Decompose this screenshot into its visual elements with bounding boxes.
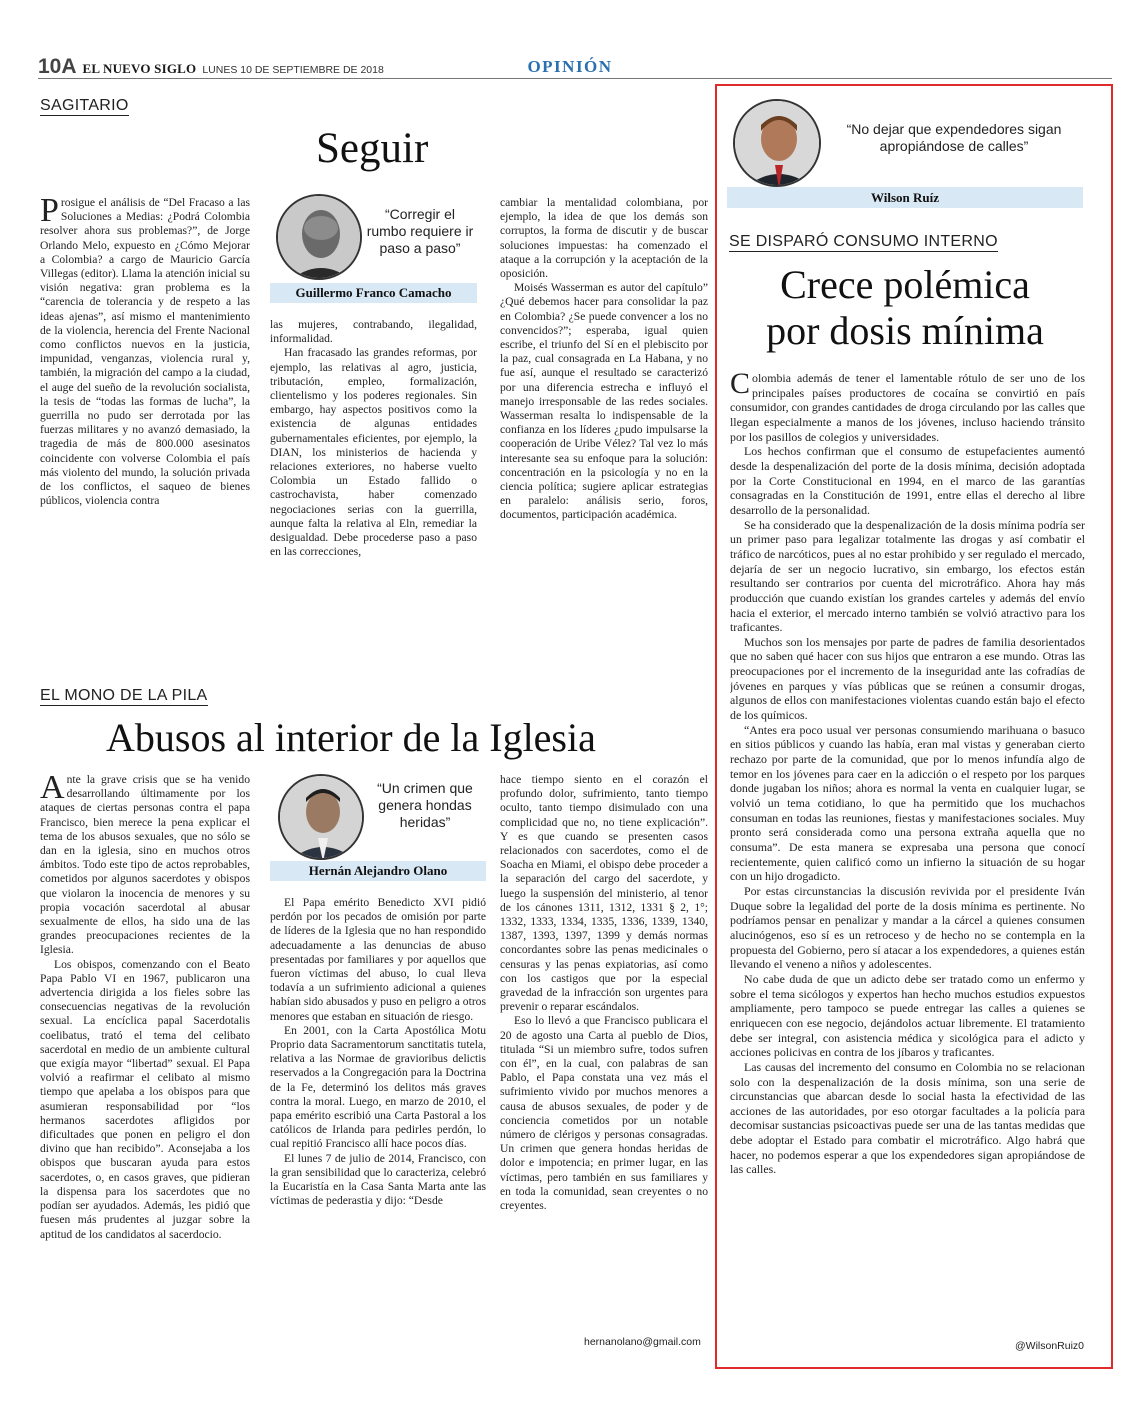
author-twitter-handle[interactable]: @WilsonRuiz0 xyxy=(1015,1340,1085,1352)
article1-kicker: SAGITARIO xyxy=(40,97,129,114)
publication-date: LUNES 10 DE SEPTIEMBRE DE 2018 xyxy=(202,64,384,76)
article3-author-bar xyxy=(727,187,1083,208)
article2-author-name: Hernán Alejandro Olano xyxy=(308,863,448,878)
dropcap: P xyxy=(40,196,59,229)
dropcap: C xyxy=(730,371,751,400)
article3-kicker: SE DISPARÓ CONSUMO INTERNO xyxy=(729,233,998,250)
article1-column-2: las mujeres, contrabando, ilegalidad, informalidad. Han fracasado las grandes reformas, por ejemplo, las relativas al agro, justicia, tributación, empleo, formalización, clientelismo y los poderes regionales. Sin embargo, hay aspectos positivos como la existencia de algunas entidades gubernamentales eficientes, por ejemplo, la DIAN, los ministerios de hacienda y relaciones exteriores, no haberse vuelto Colombia un Estado fallido o castrochavista, haber comenzado negociaciones serias con la guerrilla, aunque falta la relativa al Eln, remediar la desigualdad. Debe procederse paso a paso en las correcciones, xyxy=(270,318,477,559)
article2-quote: “Un crimen que genera hondas heridas” xyxy=(377,780,473,830)
newspaper-name: EL NUEVO SIGLO xyxy=(82,61,197,76)
author-photo-franco xyxy=(276,194,362,280)
header-divider xyxy=(38,78,1112,79)
author-photo-olano xyxy=(278,774,364,860)
dropcap: A xyxy=(40,773,65,806)
article1-author-block xyxy=(270,188,477,306)
article3-author-block xyxy=(727,95,1083,211)
article2-column-2: El Papa emérito Benedicto XVI pidió perdón por los pecados de omisión por parte de líderes de la Iglesia que no han respondido adecuadamente a las denuncias de abuso presentadas por familiares y por aquellos que fueron víctimas del abuso, lo cual lleva todavía a un sufrimiento adicional a quienes habían sido abusados y puso en peligro a otros menores que estaban en situación de riesgo. En 2001, con la Carta Apostólica Motu Proprio data Sacramentorum sanctitatis tutela, relativa a las Normae de gravioribus delictis reservados a la Congregación para la Doctrina de la Fe, determinó los delitos más graves contra la moral. Luego, en marzo de 2010, el papa emérito escribió una Carta Pastoral a los católicos de Irlanda para pedirles perdón, lo cual repitió Francisco allí hace pocos días. El lunes 7 de julio de 2014, Francisco, con la gran sensibilidad que lo caracteriza, celebró la Eucaristía en la Casa Santa Marta ante las víctimas de pederastia y dijo: “Desde xyxy=(270,896,486,1208)
article1-quote: “Corregir el rumbo requiere ir paso a paso” xyxy=(366,206,474,256)
article2-column-3: hace tiempo siento en el corazón el profundo dolor, sufrimiento, tanto tiempo oculto, tanto tiempo disimulado con una complicidad que no, no tiene explicación”. Y es que cuando se presenten casos relacionados con sacerdotes, como el de Soacha en Miami, el obispo debe proceder a la separación del cargo del sacerdote, y luego la suspensión del ministerio, al tenor de los cánones 1311, 1312, 1331 § 2, 1°; 1332, 1333, 1334, 1335, 1336, 1339, 1340, 1387, 1393, 1397, 1399 y demás normas concordantes sobre las penas medicinales o censuras y las penas expiatorias, así como con los castigos que por la especial gravedad de la infracción son urgentes para prevenir o reparar escándalos. Eso lo llevó a que Francisco publicara el 20 de agosto una Carta al pueblo de Dios, titulada “Si un miembro sufre, todos sufren con él”, en la cual, con palabras de san Pablo, el Papa constata una vez más el sufrimiento vivido por muchos menores a causa de abusos sexuales, de poder y de conciencia cometidos por un notable número de clérigos y personas consagradas. Un crimen que genera hondas heridas de dolor e impotencia; en primer lugar, en las víctimas, pero también en sus familiares y en toda la comunidad, sean creyentes o no creyentes. xyxy=(500,773,708,1213)
article3-author-name: Wilson Ruíz xyxy=(870,190,940,205)
article3-title-line-1: Crece polémica xyxy=(780,262,1030,307)
article1-author-name: Guillermo Franco Camacho xyxy=(295,285,452,300)
page-number: 10A xyxy=(38,55,77,78)
page-header xyxy=(38,55,384,77)
article1-title: Seguir xyxy=(316,125,429,172)
article3-body: Colombia además de tener el lamentable rótulo de ser uno de los principales países productores de cocaína se convirtió en país consumidor, con grandes cantidades de droga circulando por las calles que llegan especialmente a manos de los jóvenes, incluso haciendo tránsito por los pasillos de colegios y universidades. Los hechos confirman que el consumo de estupefacientes aumentó desde la despenalización del porte de la dosis mínima, decisión adoptada por la Corte Constitucional en 1994, en el marco de las garantías consagradas en la Constitución de 1991, entre ellas el derecho al libre desarrollo de la personalidad. Se ha considerado que la despenalización de la dosis mínima podría ser un primer paso para legalizar totalmente las drogas y así combatir el tráfico de narcóticos, pues al no estar prohibido y ser regulado el mercado, dejaría de ser un negocio lucrativo, sin embargo, los efectos están resultando ser contrarios por cuenta del microtráfico. Ahora hay más producción que cuando existían los grandes carteles y además del envío hacia el exterior, el mercado interno también se volvió atractivo para los traficantes. Muchos son los mensajes por parte de padres de familia desorientados que no saben qué hacer con sus hijos que entraron a ese mundo. Otras las preocupaciones por el incremento de la inseguridad ante las cofradías de jóvenes en parques y vías públicas que se reúnen a consumir drogas, algunos de ellos con manifestaciones violentas cuando están bajo el efecto de los químicos. “Antes era poco usual ver personas consumiendo marihuana o basuco en sitios públicos y cuando las había, eran mal vistas y generaban cierto rechazo por parte de la comunidad, que por lo menos infundía algo de temor en los jóvenes para caer en la adicción o el respeto por los parques donde jugaban los niños; ahora es normal la venta en cualquier lugar, se volvió un tema cotidiano, lo que ha permitido que los muchachos consuman en todas las reuniones, fiestas y manifestaciones sociales. Muy pronto será considerada como una persona extraña aquella que no consuma”. De esta manera se expresaba una persona que conocí recientemente, quien calificó como un infierno la situación de su hogar con un hijo drogadicto. Por estas circunstancias la discusión revivida por el presidente Iván Duque sobre la legalidad del porte de la dosis mínima es pertinente. No podríamos pensar en penalizar y mandar a la cárcel a quienes consumen alucinógenos, eso sí es un retroceso y de hecho no se contempla en la propuesta del Gobierno, pero sí atacar a los expendedores, a quienes están llevando el veneno a niños y adolescentes. No cabe duda de que un adicto debe ser tratado como un enfermo y sobre el tema sicólogos y expertos han hecho muchos estudios expuestos ampliamente, pero tampoco se puede entregar las calles a quienes se enriquecen con ese negocio, dejándolos actuar libremente. El tratamiento debe ser integral, con asistencia médica y sicológica para el adicto y acciones policivas en contra de los jíbaros y traficantes. Las causas del incremento del consumo en Colombia no se relacionan solo con la despenalización de la dosis mínima, son una serie de circunstancias que abarcan desde lo social hasta la efectividad de las acciones de las autoridades, por eso otorgar facultades a la policía para decomisar sustancias psicoactivas puede ser una de las tantas medidas que debe adoptar el Estado para combatir el microtráfico. Algo habrá que hacer, no podemos esperar a que los expendedores sigan apropiándose de las calles. xyxy=(730,371,1085,1177)
article1-column-3: cambiar la mentalidad colombiana, por ejemplo, la idea de que los demás son corruptos, la forma de discutir y de buscar soluciones impuestas: ha comenzado el ataque a la corrupción y la aceptación de la oposición. Moisés Wasserman es autor del capítulo” ¿Qué debemos hacer para consolidar la paz en Colombia? ¿Se puede convencer a los no convencidos?”; esperaba, igual quien escribe, el triunfo del Sí en el plebiscito por la paz, cual consagrada en La Habana, y no fue así, aunque el resultado se caracterizó por una diferencia estrecha e influyó el manejo irresponsable de las redes sociales. Wasserman resalta lo indispensable de la confianza en los líderes ¿pudo impulsarse la cooperación de Uribe Vélez? Tal vez lo más interesante sea su enfoque para la solución: concentración en la psicología y no en la ciencia política; sugiere aplicar estrategias en paralelo: análisis serio, foros, documentos, participación académica. xyxy=(500,196,708,522)
article2-column-1: Ante la grave crisis que se ha venido desarrollando últimamente por los ataques de ciertas personas contra el papa Francisco, bien merece la pena explicar el tema de los abusos sexuales, que no sólo se dan en la iglesia, sino en muchos otros ámbitos. Todo este tipo de actos reprobables, cometidos por algunos sacerdotes y obispos que violaron la inocencia de menores y su propia vocación sacerdotal al abusar sexualmente de ellos, ha sido una de las grandes preocupaciones recientes de la Iglesia. Los obispos, comenzando con el Beato Papa Pablo VI en 1967, publicaron una advertencia dirigida a los fieles sobre las consecuencias negativas de la revolución sexual. La encíclica papal Sacerdotalis coelibatus, trató el tema del celibato sacerdotal en medio de un ambiente cultural que exigía mayor “libertad” sexual. El Papa volvió a reafirmar el celibato al mismo tiempo que apelaba a los obispos para que asumieran responsabilidad por “los hermanos sacerdotes afligidos por dificultades que ponen en peligro el don divino que han recibido”. Aconsejaba a los obispos que buscaran ayuda para estos sacerdotes, o, en casos graves, que pidieran la dispensa para los sacerdotes que no podían ser ayudados. Además, les pidió que fuesen más prudentes al juzgar sobre la aptitud de los candidatos al sacerdocio. xyxy=(40,773,250,1241)
author-photo-ruiz xyxy=(733,99,821,187)
article2-kicker: EL MONO DE LA PILA xyxy=(40,687,208,704)
article1-author-bar xyxy=(270,283,477,303)
section-title: OPINIÓN xyxy=(527,57,613,76)
article2-title: Abusos al interior de la Iglesia xyxy=(106,715,596,760)
article1-column-1: Prosigue el análisis de “Del Fracaso a las Soluciones a Medias: ¿Podrá Colombia resolver ahora sus problemas?”, de Jorge Orlando Melo, expuesto en ¿Cómo Mejorar a Colombia? a cargo de Mauricio García Villegas (editor). Llama la atención inicial su visión negativa: gran problema es la “carencia de tolerancia y de respeto a las ideas ajenas”, así mismo el mantenimiento de la violencia, herencia del Frente Nacional como conflictos nuevos en la justicia, impunidad, venganzas, violencia rural y, también, la migración del campo a la ciudad, el auge del sueño de la revolución socialista, la tesis de “todas las formas de lucha”, la guerrilla no pudo ser derrotada por las fuerzas militares y no avanzó demasiado, la tragedia de más de 800.000 asesinatos coincidente con volverse Colombia el país más violento del mundo, la solución privada de los conflictos, el saqueo de bienes públicos, violencia contra xyxy=(40,196,250,508)
article3-title xyxy=(727,262,1083,354)
article3-quote: “No dejar que expendedores sigan apropiándose de calles” xyxy=(846,121,1062,154)
article2-author-block xyxy=(270,768,486,886)
article3-title-line-2: por dosis mínima xyxy=(766,308,1044,353)
article2-author-bar xyxy=(270,861,486,881)
author-email[interactable]: hernanolano@gmail.com xyxy=(584,1336,701,1348)
